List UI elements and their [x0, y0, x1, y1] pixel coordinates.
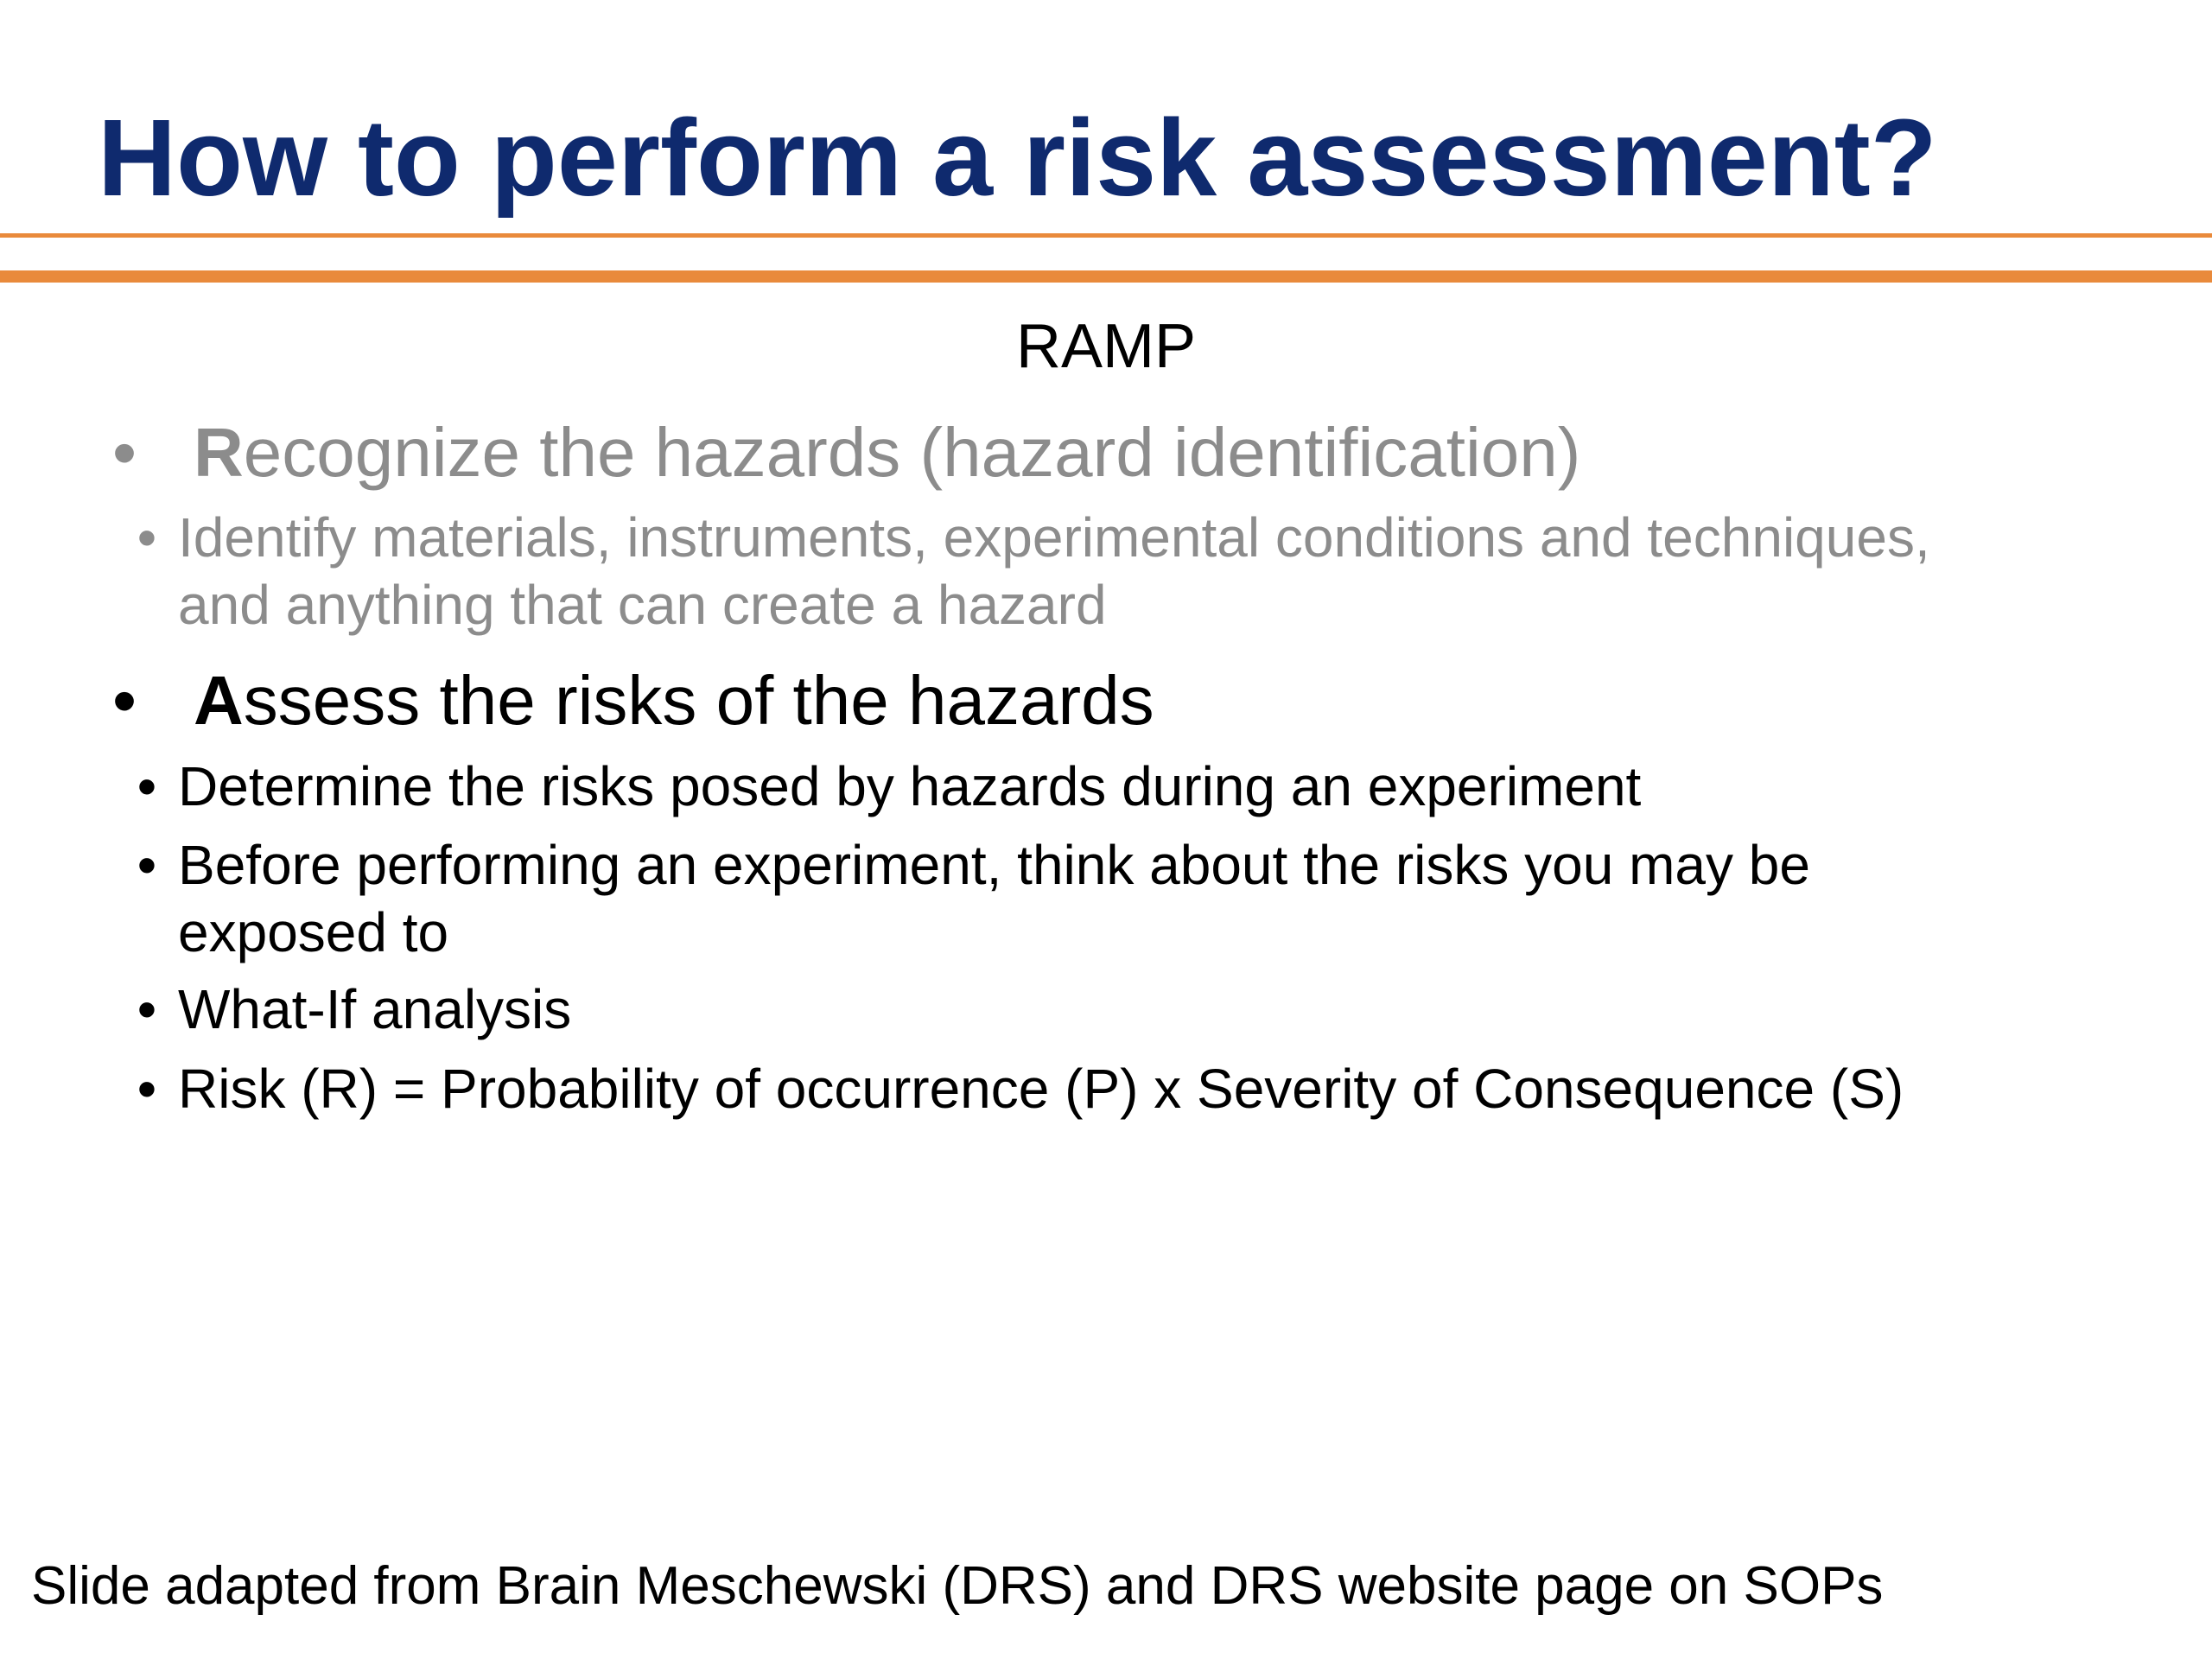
acronym-letter: A [194, 662, 244, 739]
sub-bullet-item [116, 831, 1810, 966]
acronym-letter: R [194, 414, 244, 491]
bullet-item-assess [62, 660, 1154, 741]
title-underline-thin [0, 233, 2212, 238]
sub-bullet-line: Identify materials, instruments, experimental conditions and techniques, [178, 506, 1930, 569]
slide-footnote: Slide adapted from Brain Meschewski (DRS) and DRS website page on SOPs [31, 1556, 1884, 1616]
bullet-text: ssess the risks of the hazards [243, 662, 1154, 739]
sub-bullet-item [116, 504, 1930, 639]
sub-bullet-symbol: • [137, 978, 157, 1040]
bullet-symbol: • [111, 414, 137, 491]
sub-bullet-symbol: • [137, 755, 157, 817]
sub-bullet-item [116, 1055, 1904, 1122]
slide-subtitle: RAMP [1015, 312, 1197, 381]
sub-bullet-symbol: • [137, 834, 157, 896]
sub-bullet-line: exposed to [178, 901, 449, 963]
sub-bullet-line: What-If analysis [178, 978, 572, 1040]
sub-bullet-line: Risk (R) = Probability of occurrence (P) x Severity of Consequence (S) [178, 1058, 1904, 1120]
sub-bullet-line: Determine the risks posed by hazards during an experiment [178, 755, 1642, 817]
bullet-item-recognize [62, 412, 1580, 493]
title-underline-thick [0, 270, 2212, 283]
bullet-symbol: • [111, 662, 137, 739]
bullet-text: ecognize the hazards (hazard identification) [243, 414, 1581, 491]
slide-title: How to perform a risk assessment? [98, 97, 1937, 219]
sub-bullet-line: and anything that can create a hazard [178, 574, 1107, 636]
sub-bullet-symbol: • [137, 506, 157, 569]
sub-bullet-line: Before performing an experiment, think about the risks you may be [178, 834, 1810, 896]
sub-bullet-item [116, 753, 1641, 820]
sub-bullet-item [116, 976, 571, 1043]
sub-bullet-symbol: • [137, 1058, 157, 1120]
